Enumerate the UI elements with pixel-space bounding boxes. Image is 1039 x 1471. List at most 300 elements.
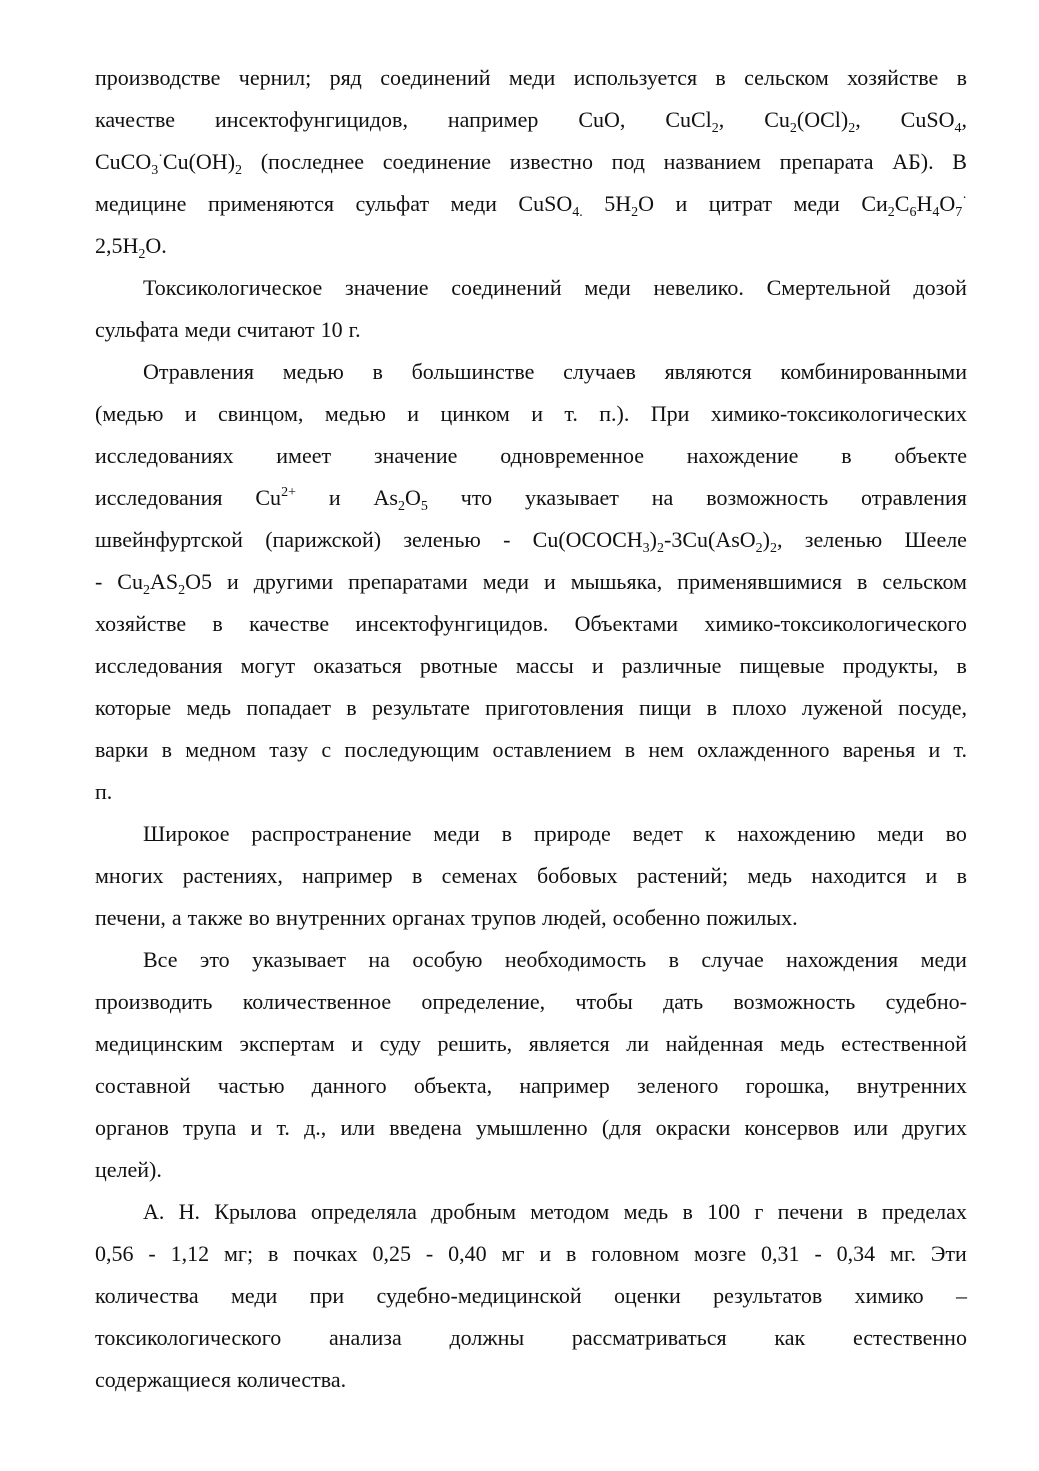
paragraph	[95, 351, 967, 813]
word: в	[501, 821, 512, 846]
word: многих	[95, 863, 164, 888]
word: считают	[237, 317, 315, 342]
word: что	[460, 485, 493, 510]
word: количества	[95, 1283, 199, 1308]
word: головном	[591, 1241, 680, 1266]
word: во	[945, 821, 967, 846]
word: CuO,	[578, 107, 626, 132]
word: и	[591, 653, 604, 678]
word: CuSO$_4$,	[900, 107, 967, 136]
word: попадает	[246, 695, 331, 720]
word: в	[956, 65, 967, 90]
word: и	[544, 569, 556, 594]
word: печени,	[95, 905, 166, 930]
word: массы	[515, 653, 574, 678]
word: меди	[450, 191, 497, 216]
word: -	[814, 1241, 822, 1266]
word: распространение	[251, 821, 412, 846]
word: почках	[293, 1241, 358, 1266]
word: результатов	[713, 1283, 823, 1308]
text-line	[95, 1317, 967, 1359]
word: Крылова	[214, 1199, 297, 1224]
word: зеленью	[403, 527, 481, 552]
word: (для	[601, 1115, 642, 1140]
text-line	[95, 645, 967, 687]
word: как	[774, 1325, 806, 1350]
word: в	[411, 863, 423, 888]
word: естественной	[841, 1031, 967, 1056]
word: сельском	[882, 569, 967, 594]
text-line	[95, 603, 967, 645]
word: рассматриваться	[571, 1325, 727, 1350]
word: 10	[320, 317, 343, 342]
word: в	[706, 695, 717, 720]
word: в	[857, 1199, 868, 1224]
word: зеленого	[636, 1073, 719, 1098]
word: медицине	[95, 191, 187, 216]
word: людей,	[542, 905, 607, 930]
word: и	[539, 1241, 552, 1266]
word: в	[841, 443, 852, 468]
word: например	[519, 1073, 610, 1098]
text-line	[95, 393, 967, 435]
word: трупа	[183, 1115, 237, 1140]
word: химико	[854, 1283, 924, 1308]
word: например	[302, 863, 393, 888]
word: медицинским	[95, 1031, 223, 1056]
word: должны	[449, 1325, 525, 1350]
word: отравления	[861, 485, 967, 510]
word: продукты,	[842, 653, 939, 678]
word: случаев	[563, 359, 636, 384]
word: рвотные	[419, 653, 498, 678]
word: меди	[482, 569, 530, 594]
word: Все	[143, 947, 178, 972]
word: качестве	[95, 107, 176, 132]
word: целей).	[95, 1157, 162, 1182]
word: являются	[664, 359, 752, 384]
word: тазу	[269, 737, 309, 762]
word: сульфат	[355, 191, 430, 216]
word: цинком	[440, 401, 510, 426]
word: семенах	[441, 863, 518, 888]
word: препаратами	[348, 569, 468, 594]
word: зеленью	[804, 527, 883, 552]
word: меди	[508, 65, 556, 90]
word: Токсикологическое	[143, 275, 323, 300]
word: судебно-	[885, 989, 967, 1014]
word: трупов	[471, 905, 537, 930]
word: меди	[433, 821, 480, 846]
word: консервов	[744, 1115, 840, 1140]
word: 0,40	[448, 1241, 487, 1266]
word: т.	[276, 1115, 290, 1140]
word: особенно	[612, 905, 701, 930]
word: т.	[564, 401, 578, 426]
word: также	[187, 905, 243, 930]
word: в	[372, 359, 383, 384]
word: химико-токсикологического	[704, 611, 967, 636]
word: химико-токсикологических	[710, 401, 967, 426]
word: мозге	[694, 1241, 747, 1266]
word: применяются	[207, 191, 334, 216]
word: CuSO$_{4.}$	[518, 191, 583, 220]
word: результате	[371, 695, 470, 720]
text-line	[95, 267, 967, 309]
word: к	[704, 821, 716, 846]
word: посуде,	[898, 695, 967, 720]
word: естественно	[852, 1325, 967, 1350]
word: в	[212, 611, 223, 636]
word: исследованиях	[95, 443, 234, 468]
word: ряд	[329, 65, 362, 90]
word: в	[624, 737, 636, 762]
word: на	[651, 485, 674, 510]
paragraph	[95, 1191, 967, 1401]
word: луженой	[801, 695, 883, 720]
word: 100	[707, 1199, 741, 1224]
text-line	[95, 813, 967, 855]
text-line	[95, 435, 967, 477]
word: -	[425, 1241, 434, 1266]
text-line	[95, 477, 967, 519]
word: указывает	[525, 485, 619, 510]
word: $CuCO_3^\cdot Cu(OH)_2$	[95, 149, 243, 178]
word: в	[267, 1241, 279, 1266]
word: а	[171, 905, 182, 930]
word: свинцом,	[217, 401, 304, 426]
word: медь	[186, 695, 232, 720]
word: пожилых.	[706, 905, 798, 930]
word: найденная	[665, 1031, 764, 1056]
word: пищевые	[739, 653, 825, 678]
word: например	[447, 107, 539, 132]
word: сульфата	[95, 317, 179, 342]
word: -	[148, 1241, 156, 1266]
word: является	[528, 1031, 610, 1056]
word: и	[184, 401, 197, 426]
word: Широкое	[143, 821, 230, 846]
text-line	[95, 1107, 967, 1149]
word: инсектофунгицидов.	[355, 611, 549, 636]
word: на	[368, 947, 390, 972]
word: п.	[95, 779, 113, 804]
word: значение	[345, 275, 429, 300]
word: соединение	[382, 149, 492, 174]
word: соединений	[451, 275, 562, 300]
word: $Cu^{2+}$	[255, 485, 296, 510]
word: меди	[584, 275, 631, 300]
text-line	[95, 855, 967, 897]
word: суду	[379, 1031, 421, 1056]
word: природе	[533, 821, 611, 846]
word: т.	[953, 737, 967, 762]
word: случае	[701, 947, 764, 972]
word: токсикологического	[95, 1325, 282, 1350]
word: это	[199, 947, 230, 972]
word: судебно-медицинской	[376, 1283, 582, 1308]
word: оценки	[613, 1283, 681, 1308]
word: введена	[389, 1115, 462, 1140]
word: и	[250, 1115, 263, 1140]
word: CuCl$_2$,	[665, 107, 725, 136]
word: хозяйстве	[847, 65, 939, 90]
word: плохо	[732, 695, 787, 720]
text-line	[95, 519, 967, 561]
text-line	[95, 1233, 967, 1275]
text-line	[95, 99, 967, 141]
word: умышленно	[476, 1115, 588, 1140]
word: возможность	[733, 989, 856, 1014]
word: определяла	[310, 1199, 417, 1224]
word: ли	[626, 1031, 650, 1056]
word: в	[566, 1241, 577, 1266]
word: дать	[663, 989, 704, 1014]
word: $Cu(OCOCH_3)_2-3Cu(AsO_2)_2$,	[532, 527, 783, 556]
word: мг.	[890, 1241, 917, 1266]
word: (парижской)	[265, 527, 382, 552]
word: Отравления	[143, 359, 255, 384]
word: в	[682, 1199, 693, 1224]
paragraph	[95, 939, 967, 1191]
word: с	[321, 737, 332, 762]
text-line	[95, 225, 967, 267]
word: экспертам	[239, 1031, 335, 1056]
word: указывает	[252, 947, 346, 972]
word: хозяйстве	[95, 611, 187, 636]
word: нахождение	[686, 443, 799, 468]
word: нахождения	[786, 947, 899, 972]
word: $Cu_2AS_2O5$	[117, 569, 212, 598]
text-line	[95, 1275, 967, 1317]
word: Шееле	[904, 527, 967, 552]
word: охлажденного	[697, 737, 830, 762]
word: растениях,	[182, 863, 283, 888]
word: особую	[412, 947, 483, 972]
word: имеет	[276, 443, 332, 468]
word: 0,34	[836, 1241, 876, 1266]
word: органах	[392, 905, 466, 930]
text-line	[95, 183, 967, 225]
text-line	[95, 309, 967, 351]
text-line	[95, 981, 967, 1023]
word: других	[902, 1115, 967, 1140]
word: во	[248, 905, 270, 930]
word: большинстве	[411, 359, 535, 384]
word: пищи	[639, 695, 692, 720]
word: АБ).	[892, 149, 934, 174]
word: препарата	[779, 149, 874, 174]
word: 0,31	[761, 1241, 800, 1266]
text-line	[95, 1191, 967, 1233]
word: решить,	[437, 1031, 513, 1056]
paragraph	[95, 813, 967, 939]
word: варенья	[842, 737, 916, 762]
word: комбинированными	[780, 359, 967, 384]
word: в	[856, 569, 868, 594]
word: г	[754, 1199, 764, 1224]
word: определение,	[421, 989, 546, 1014]
word: и	[925, 863, 938, 888]
word: пределах	[881, 1199, 967, 1224]
word: медью	[282, 359, 344, 384]
word: ведет	[632, 821, 683, 846]
word: В	[952, 149, 967, 174]
document-page	[95, 57, 967, 1401]
word: органов	[95, 1115, 169, 1140]
word: последующим	[344, 737, 480, 762]
word: и	[407, 401, 420, 426]
word: находится	[811, 863, 907, 888]
text-line	[95, 1065, 967, 1107]
word: оставлением	[492, 737, 612, 762]
word: медью	[324, 401, 386, 426]
text-line	[95, 1359, 967, 1401]
word: названием	[663, 149, 761, 174]
text-line	[95, 897, 967, 939]
word: 0,56	[95, 1241, 134, 1266]
word: объекта,	[413, 1073, 493, 1098]
word: составной	[95, 1073, 191, 1098]
word: известно	[509, 149, 593, 174]
word: мышьяка,	[570, 569, 663, 594]
word: чтобы	[575, 989, 633, 1014]
word: в	[956, 863, 967, 888]
text-line	[95, 771, 967, 813]
word: в	[715, 65, 726, 90]
word: количественное	[242, 989, 392, 1014]
word: Объектами	[574, 611, 679, 636]
word: и	[328, 485, 341, 510]
word: количества.	[236, 1367, 347, 1392]
word: чернил;	[238, 65, 312, 90]
word: и	[675, 191, 688, 216]
word: сельском	[744, 65, 829, 90]
word: производить	[95, 989, 213, 1014]
word: методом	[530, 1199, 610, 1224]
word: или	[340, 1115, 376, 1140]
word: д.,	[304, 1115, 327, 1140]
word: значение	[373, 443, 458, 468]
word: При	[650, 401, 690, 426]
word: -	[95, 569, 103, 594]
word: 0,25	[372, 1241, 412, 1266]
word: объекте	[894, 443, 967, 468]
word: растений;	[636, 863, 729, 888]
word: (медью	[95, 401, 164, 426]
word: $As_2O_5$	[373, 485, 428, 514]
word: частью	[217, 1073, 285, 1098]
text-line	[95, 141, 967, 183]
word: меди	[184, 317, 231, 342]
word: –	[956, 1283, 967, 1308]
word: меди	[793, 191, 840, 216]
text-line	[95, 561, 967, 603]
word: и	[531, 401, 544, 426]
word: Эти	[930, 1241, 967, 1266]
word: -	[503, 527, 511, 552]
word: в	[956, 653, 967, 678]
word: варки	[95, 737, 149, 762]
word: медь	[779, 1031, 825, 1056]
word: 1,12	[170, 1241, 210, 1266]
word: анализа	[329, 1325, 402, 1350]
word: меди	[877, 821, 924, 846]
text-line	[95, 57, 967, 99]
word: под	[611, 149, 645, 174]
word: различные	[621, 653, 722, 678]
word: $Cu_2(OCl)_2$,	[764, 107, 861, 136]
word: и	[226, 569, 239, 594]
word: (последнее	[260, 149, 365, 174]
word: горошка,	[745, 1073, 830, 1098]
word: в	[346, 695, 357, 720]
word: содержащиеся	[95, 1367, 231, 1392]
word: нахождению	[737, 821, 856, 846]
word: меди	[920, 947, 967, 972]
word: нем	[648, 737, 684, 762]
word: качестве	[249, 611, 330, 636]
word: применявшимися	[677, 569, 842, 594]
word: медном	[185, 737, 257, 762]
word: соединений	[380, 65, 491, 90]
word: исследования	[95, 485, 223, 510]
word: меди	[230, 1283, 278, 1308]
word: исследования	[95, 653, 223, 678]
word: Н.	[178, 1199, 201, 1224]
word: п.).	[599, 401, 630, 426]
word: $Cи_2C_6H_4O_7^\cdot$	[861, 191, 967, 220]
word: приготовления	[485, 695, 624, 720]
paragraph	[95, 57, 967, 267]
word: могут	[240, 653, 296, 678]
word: необходимость	[504, 947, 647, 972]
word: и	[351, 1031, 364, 1056]
text-line	[95, 1149, 967, 1191]
word: одновременное	[500, 443, 644, 468]
word: мг;	[224, 1241, 254, 1266]
word: другими	[253, 569, 334, 594]
word: швейнфуртской	[95, 527, 243, 552]
text-line	[95, 729, 967, 771]
word: г.	[348, 317, 361, 342]
word: внутренних	[275, 905, 387, 930]
word: окраски	[655, 1115, 731, 1140]
word: оказаться	[313, 653, 402, 678]
word: данного	[311, 1073, 387, 1098]
word: производстве	[95, 65, 221, 90]
word: медь	[623, 1199, 669, 1224]
word: и	[928, 737, 941, 762]
word: $5H_2O$	[604, 191, 654, 220]
text-line	[95, 939, 967, 981]
word: бобовых	[536, 863, 618, 888]
word: цитрат	[708, 191, 772, 216]
word: возможность	[706, 485, 829, 510]
word: в	[161, 737, 172, 762]
word: $2,5H_2O$.	[95, 233, 167, 262]
word: используется	[573, 65, 698, 90]
text-line	[95, 687, 967, 729]
text-line	[95, 1023, 967, 1065]
word: мг	[501, 1241, 525, 1266]
paragraph	[95, 267, 967, 351]
word: которые	[95, 695, 172, 720]
word: Смертельной	[766, 275, 891, 300]
word: А.	[143, 1199, 165, 1224]
word: дробным	[431, 1199, 516, 1224]
word: при	[309, 1283, 345, 1308]
